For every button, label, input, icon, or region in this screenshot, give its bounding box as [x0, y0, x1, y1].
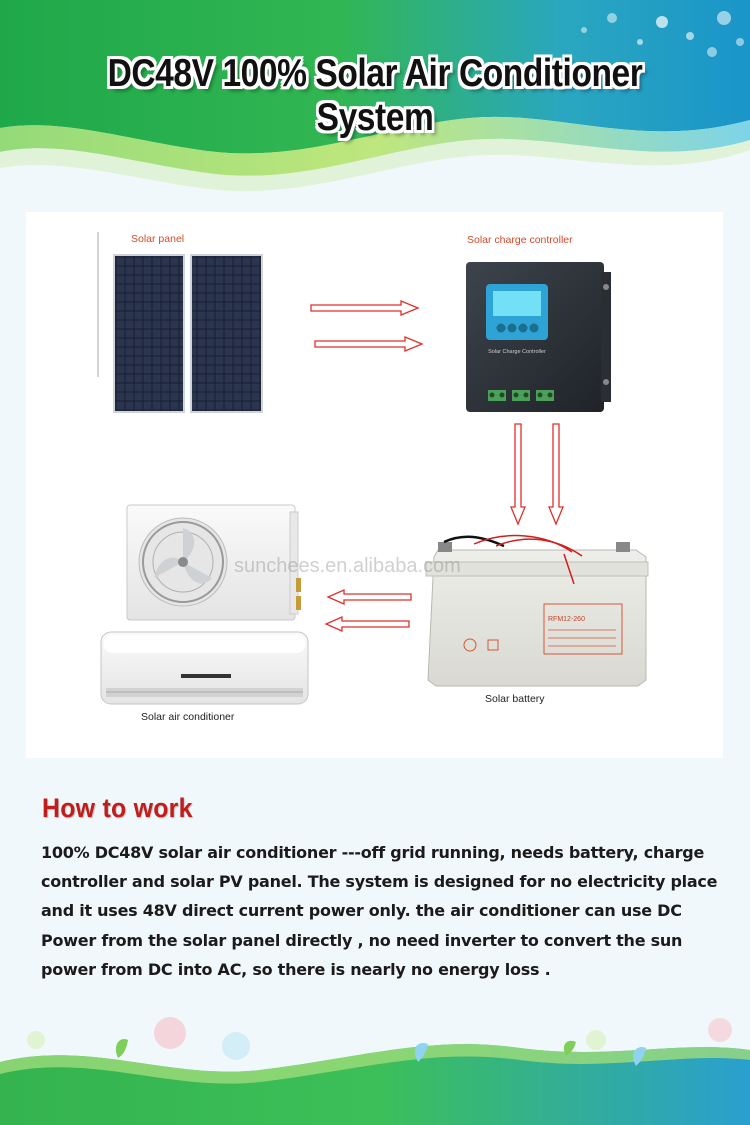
description-text: 100% DC48V solar air conditioner ---off grid running, needs battery, charge controller and solar PV panel. The system is designed for no electricity place and it uses 48V direct current power only. the air conditioner can use DC Power from the solar panel directly , no need inverter to convert the sun power from DC into AC, so there is nearly no energy loss .: [41, 843, 718, 979]
watermark: sunchees.en.alibaba.com: [234, 555, 461, 577]
page-title: DC48V 100% Solar Air Conditioner System: [107, 52, 643, 139]
charge-controller-label: Solar charge controller: [467, 234, 573, 246]
arrow-left-icon: [326, 590, 411, 631]
battery-label: Solar battery: [485, 693, 545, 705]
system-diagram: [26, 212, 723, 758]
section-heading: How to work: [42, 793, 193, 823]
arrow-right-icon: [311, 301, 422, 351]
air-conditioner-label: Solar air conditioner: [141, 711, 235, 723]
arrow-down-icon: [511, 424, 563, 524]
solar-panel-icon: [98, 232, 263, 413]
solar-panel-label: Solar panel: [131, 233, 185, 245]
battery-model-text: RFM12-260: [548, 616, 585, 623]
controller-plate-text: Solar Charge Controller: [488, 349, 546, 355]
indoor-unit-icon: [101, 632, 308, 704]
diagram-canvas: [26, 212, 723, 758]
charge-controller-icon: [466, 262, 611, 412]
